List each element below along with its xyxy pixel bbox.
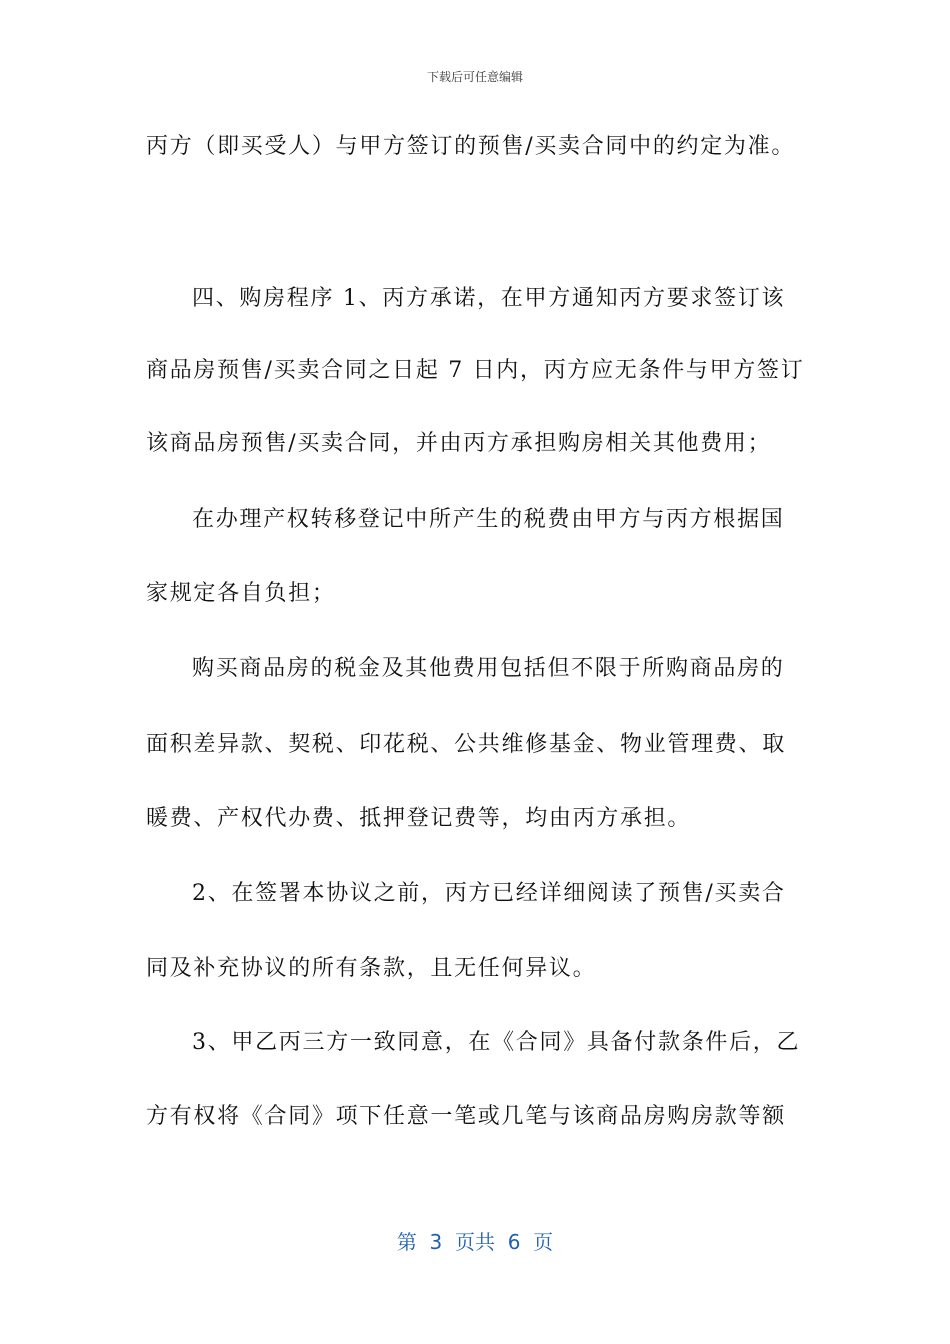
text-line-2: 四、购房程序 1、丙方承诺，在甲方通知丙方要求签订该 <box>192 286 786 311</box>
text-line-9: 暖费、产权代办费、抵押登记费等，均由丙方承担。 <box>146 806 692 831</box>
text-line-13: 方有权将《合同》项下任意一笔或几笔与该商品房购房款等额 <box>146 1104 786 1129</box>
text-line-6: 家规定各自负担； <box>146 581 336 606</box>
text-line-11: 同及补充协议的所有条款，且无任何异议。 <box>146 956 597 981</box>
text-line-8: 面积差异款、契税、印花税、公共维修基金、物业管理费、取 <box>146 732 786 757</box>
text-line-3: 商品房预售/买卖合同之日起 7 日内，丙方应无条件与甲方签订 <box>146 358 805 383</box>
text-line-5: 在办理产权转移登记中所产生的税费由甲方与丙方根据国 <box>192 507 785 532</box>
text-line-10: 2、在签署本协议之前，丙方已经详细阅读了预售/买卖合 <box>192 881 786 906</box>
text-line-12: 3、甲乙丙三方一致同意，在《合同》具备付款条件后，乙 <box>192 1030 801 1055</box>
page-header: 下载后可任意编辑 <box>426 70 523 84</box>
text-line-1: 丙方（即买受人）与甲方签订的预售/买卖合同中的约定为准。 <box>146 134 796 159</box>
page-footer <box>0 1226 950 1255</box>
page-number: 第 3 页共 6 页 <box>396 1230 554 1254</box>
text-line-4: 该商品房预售/买卖合同，并由丙方承担购房相关其他费用； <box>146 431 772 456</box>
text-line-7: 购买商品房的税金及其他费用包括但不限于所购商品房的 <box>192 656 785 681</box>
